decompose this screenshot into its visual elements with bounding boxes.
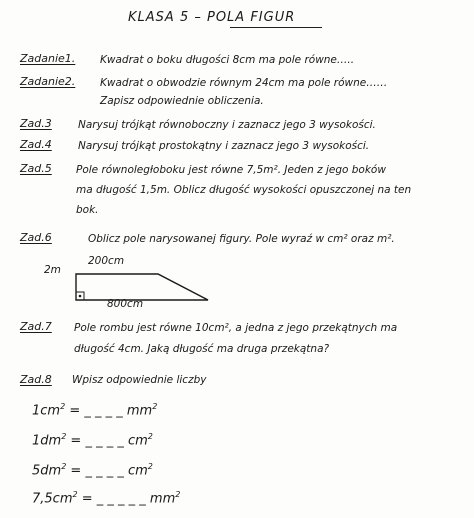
task-3-text: Narysuj trójkąt równoboczny i zaznacz jego 3 wysokości.: [78, 119, 376, 131]
task-5-label: Zad.5: [20, 162, 52, 175]
conversion-row-3: $5dm^2$ = _ _ _ _ $cm^2$: [32, 462, 153, 479]
figure-top-label: 200cm: [88, 255, 125, 267]
task-5-text-3: bok.: [76, 204, 99, 216]
task-5-text-2: ma długość 1,5m. Oblicz długość wysokości opuszczonej na ten: [76, 184, 412, 196]
figure-bottom-label: 800cm: [107, 298, 144, 310]
task-7-text-2: długość 4cm. Jaką długość ma druga przekątna?: [74, 343, 330, 355]
task-5-text-1: Pole równoległoboku jest równe 7,5m². Jeden z jego boków: [76, 164, 386, 176]
conversion-row-4: $7,5cm^2$ = _ _ _ _ _ $mm^2$: [32, 490, 181, 507]
task-1-label: Zadanie1.: [20, 52, 76, 65]
task-6-label: Zad.6: [20, 231, 52, 244]
task-2-label: Zadanie2.: [20, 75, 76, 88]
task-6-text: Oblicz pole narysowanej figury. Pole wyraź w cm² oraz m².: [88, 233, 395, 245]
task-8-text: Wpisz odpowiednie liczby: [72, 374, 207, 386]
task-1-text: Kwadrat o boku długości 8cm ma pole równe…..: [100, 54, 355, 66]
conversion-row-2: $1dm^2$ = _ _ _ _ $cm^2$: [32, 432, 153, 449]
page-title: KLASA 5 – POLA FIGUR: [128, 10, 296, 25]
task-4-label: Zad.4: [20, 138, 52, 151]
task-8-label: Zad.8: [20, 373, 52, 386]
conversion-row-1: $1cm^2$ = _ _ _ _ $mm^2$: [32, 402, 158, 419]
title-underline: [230, 27, 322, 28]
figure-left-label: 2m: [44, 264, 61, 276]
task-2-text-1: Kwadrat o obwodzie równym 24cm ma pole równe……: [100, 77, 388, 89]
task-4-text: Narysuj trójkąt prostokątny i zaznacz jego 3 wysokości.: [78, 140, 370, 152]
task-7-text-1: Pole rombu jest równe 10cm², a jedna z jego przekątnych ma: [74, 322, 398, 334]
task-2-text-2: Zapisz odpowiednie obliczenia.: [100, 95, 264, 107]
task-3-label: Zad.3: [20, 117, 52, 130]
task-7-label: Zad.7: [20, 320, 52, 333]
